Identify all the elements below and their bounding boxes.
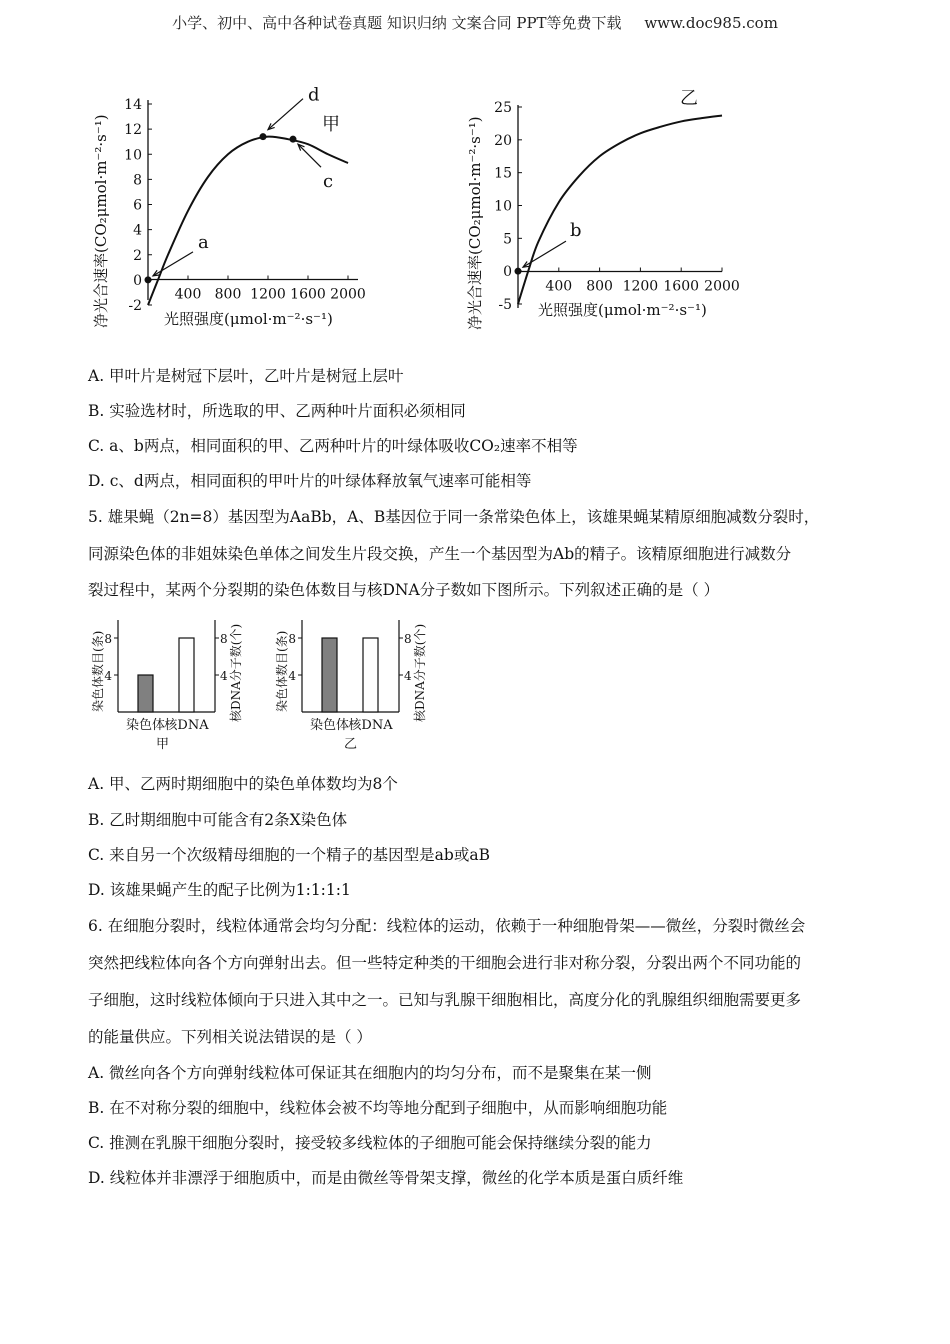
bar-chart-yi-name: 乙: [344, 737, 358, 752]
point-b-arrowhead: [523, 261, 530, 267]
bar-chart-yi: [272, 612, 432, 754]
x-tick-label: 1200: [250, 286, 286, 303]
q6-stem-line4: 的能量供应。下列相关说法错误的是（ ）: [88, 1028, 372, 1046]
y-left-label: 染色体数目(条): [91, 630, 105, 712]
q5-stem-line1: 5. 雄果蝇（2n=8）基因型为AaBb，A、B基因位于同一条常染色体上，该雄果蝇某精原细胞减数分裂时，: [88, 508, 820, 526]
point-a-pointer: [153, 252, 193, 276]
x-axis-label: 光照强度(μmol·m⁻²·s⁻¹): [538, 301, 707, 319]
x-tick-label: 1600: [663, 278, 700, 295]
q5-option-b: B. 乙时期细胞中可能含有2条X染色体: [88, 811, 348, 829]
q6-option-a: A. 微丝向各个方向弹射线粒体可保证其在细胞内的均匀分布，而不是聚集在某一侧: [88, 1064, 652, 1082]
q6-stem-line2: 突然把线粒体向各个方向弹射出去。但一些特定种类的干细胞会进行非对称分裂，分裂出两个不同功能的: [88, 954, 802, 972]
y-tick-label: 5: [503, 231, 512, 248]
y-tick-label: 10: [494, 198, 512, 215]
header-site: www.doc985.com: [644, 14, 778, 32]
left-tick-label: 8: [104, 632, 112, 646]
y-right-label: 核DNA分子数(个): [413, 623, 427, 722]
y-tick-label: 10: [124, 147, 142, 164]
chart-jia-name: 甲: [322, 114, 340, 135]
y-tick-label: -5: [498, 297, 512, 313]
point-c-pointer: [298, 144, 321, 167]
y-tick-label: 0: [133, 272, 142, 289]
q6-option-d: D. 线粒体并非漂浮于细胞质中，而是由微丝等骨架支撑，微丝的化学本质是蛋白质纤维: [88, 1169, 684, 1187]
point-c-label: c: [323, 171, 334, 193]
right-tick-label: 4: [404, 669, 412, 683]
bar-category-label: 染色体: [309, 718, 350, 733]
point-d: [260, 133, 267, 140]
left-tick-label: 8: [288, 632, 296, 646]
x-tick-label: 2000: [704, 278, 740, 295]
x-tick-label: 400: [545, 278, 573, 295]
x-tick-label: 1200: [622, 278, 659, 295]
point-b: [515, 268, 522, 275]
bar-chromosome: [322, 638, 337, 712]
point-d-pointer: [268, 99, 303, 130]
curve-yi: [518, 116, 722, 304]
header-text: 小学、初中、高中各种试卷真题 知识归纳 文案合同 PPT等免费下载: [172, 14, 622, 32]
q6-option-c: C. 推测在乳腺干细胞分裂时，接受较多线粒体的子细胞可能会保持继续分裂的能力: [88, 1134, 652, 1152]
y-tick-label: 0: [503, 264, 512, 281]
point-a-label: a: [198, 231, 209, 253]
point-a-arrowhead: [153, 270, 160, 276]
point-a: [145, 276, 152, 283]
right-tick-label: 4: [220, 669, 228, 683]
y-tick-label: 14: [124, 97, 142, 113]
q5-stem-line3: 裂过程中，某两个分裂期的染色体数目与核DNA分子数如下图所示。下列叙述正确的是（ ）: [88, 581, 720, 599]
x-tick-label: 400: [174, 286, 202, 303]
x-tick-label: 2000: [330, 286, 366, 303]
y-tick-label: 2: [133, 247, 142, 264]
bar-category-label: 核DNA: [348, 718, 393, 733]
bar-category-label: 核DNA: [164, 718, 209, 733]
right-tick-label: 8: [220, 632, 228, 646]
bar-dna: [363, 638, 378, 712]
y-tick-label: 6: [133, 197, 142, 214]
x-tick-label: 1600: [290, 286, 326, 303]
bar-dna: [179, 638, 194, 712]
q6-option-b: B. 在不对称分裂的细胞中，线粒体会被不均等地分配到子细胞中，从而影响细胞功能: [88, 1099, 668, 1117]
q6-stem-line1: 6. 在细胞分裂时，线粒体通常会均匀分配：线粒体的运动，依赖于一种细胞骨架——微丝，分裂时微丝会: [88, 917, 806, 935]
q6-stem-line3: 子细胞，这时线粒体倾向于只进入其中之一。已知与乳腺干细胞相比，高度分化的乳腺组织细胞需要更多: [88, 991, 802, 1009]
left-tick-label: 4: [288, 669, 296, 683]
bar-chart-jia: [88, 612, 248, 754]
bar-chromosome: [138, 675, 153, 712]
y-axis-label: 净光合速率(CO₂μmol·m⁻²·s⁻¹): [466, 116, 484, 330]
x-axis-label: 光照强度(μmol·m⁻²·s⁻¹): [164, 310, 333, 328]
y-tick-label: 25: [494, 100, 512, 116]
q5-option-d: D. 该雄果蝇产生的配子比例为1:1:1:1: [88, 881, 351, 899]
q5-option-a: A. 甲、乙两时期细胞中的染色单体数均为8个: [88, 775, 398, 793]
q4-option-a: A. 甲叶片是树冠下层叶，乙叶片是树冠上层叶: [88, 367, 404, 385]
x-tick-label: 800: [586, 278, 613, 295]
point-b-label: b: [570, 220, 582, 242]
y-tick-label: 15: [494, 165, 512, 182]
y-right-label: 核DNA分子数(个): [229, 623, 243, 722]
q4-option-c: C. a、b两点，相同面积的甲、乙两种叶片的叶绿体吸收CO₂速率不相等: [88, 437, 578, 455]
y-left-label: 染色体数目(条): [275, 630, 289, 712]
y-tick-label: 8: [133, 172, 142, 189]
point-d-label: d: [308, 84, 320, 106]
left-tick-label: 4: [104, 669, 112, 683]
chart-yi-name: 乙: [680, 88, 698, 109]
x-tick-label: 800: [214, 286, 242, 303]
y-tick-label: 4: [133, 222, 142, 239]
chart-yi: [460, 80, 760, 340]
y-tick-label: -2: [128, 298, 142, 314]
y-tick-label: 20: [494, 132, 512, 149]
y-tick-label: 12: [124, 122, 142, 139]
point-b-pointer: [523, 241, 566, 267]
y-axis-label: 净光合速率(CO₂μmol·m⁻²·s⁻¹): [92, 114, 110, 328]
bar-category-label: 染色体: [125, 718, 166, 733]
chart-jia: [80, 80, 410, 340]
q5-option-c: C. 来自另一个次级精母细胞的一个精子的基因型是ab或aB: [88, 846, 490, 864]
q5-stem-line2: 同源染色体的非姐妹染色单体之间发生片段交换，产生一个基因型为Ab的精子。该精原细胞进行减数分: [88, 545, 792, 563]
right-tick-label: 8: [404, 632, 412, 646]
q4-option-d: D. c、d两点，相同面积的甲叶片的叶绿体释放氧气速率可能相等: [88, 472, 532, 490]
q4-option-b: B. 实验选材时，所选取的甲、乙两种叶片面积必须相同: [88, 402, 466, 420]
point-c: [290, 136, 297, 143]
bar-chart-jia-name: 甲: [156, 737, 170, 752]
page-header: [0, 12, 950, 33]
